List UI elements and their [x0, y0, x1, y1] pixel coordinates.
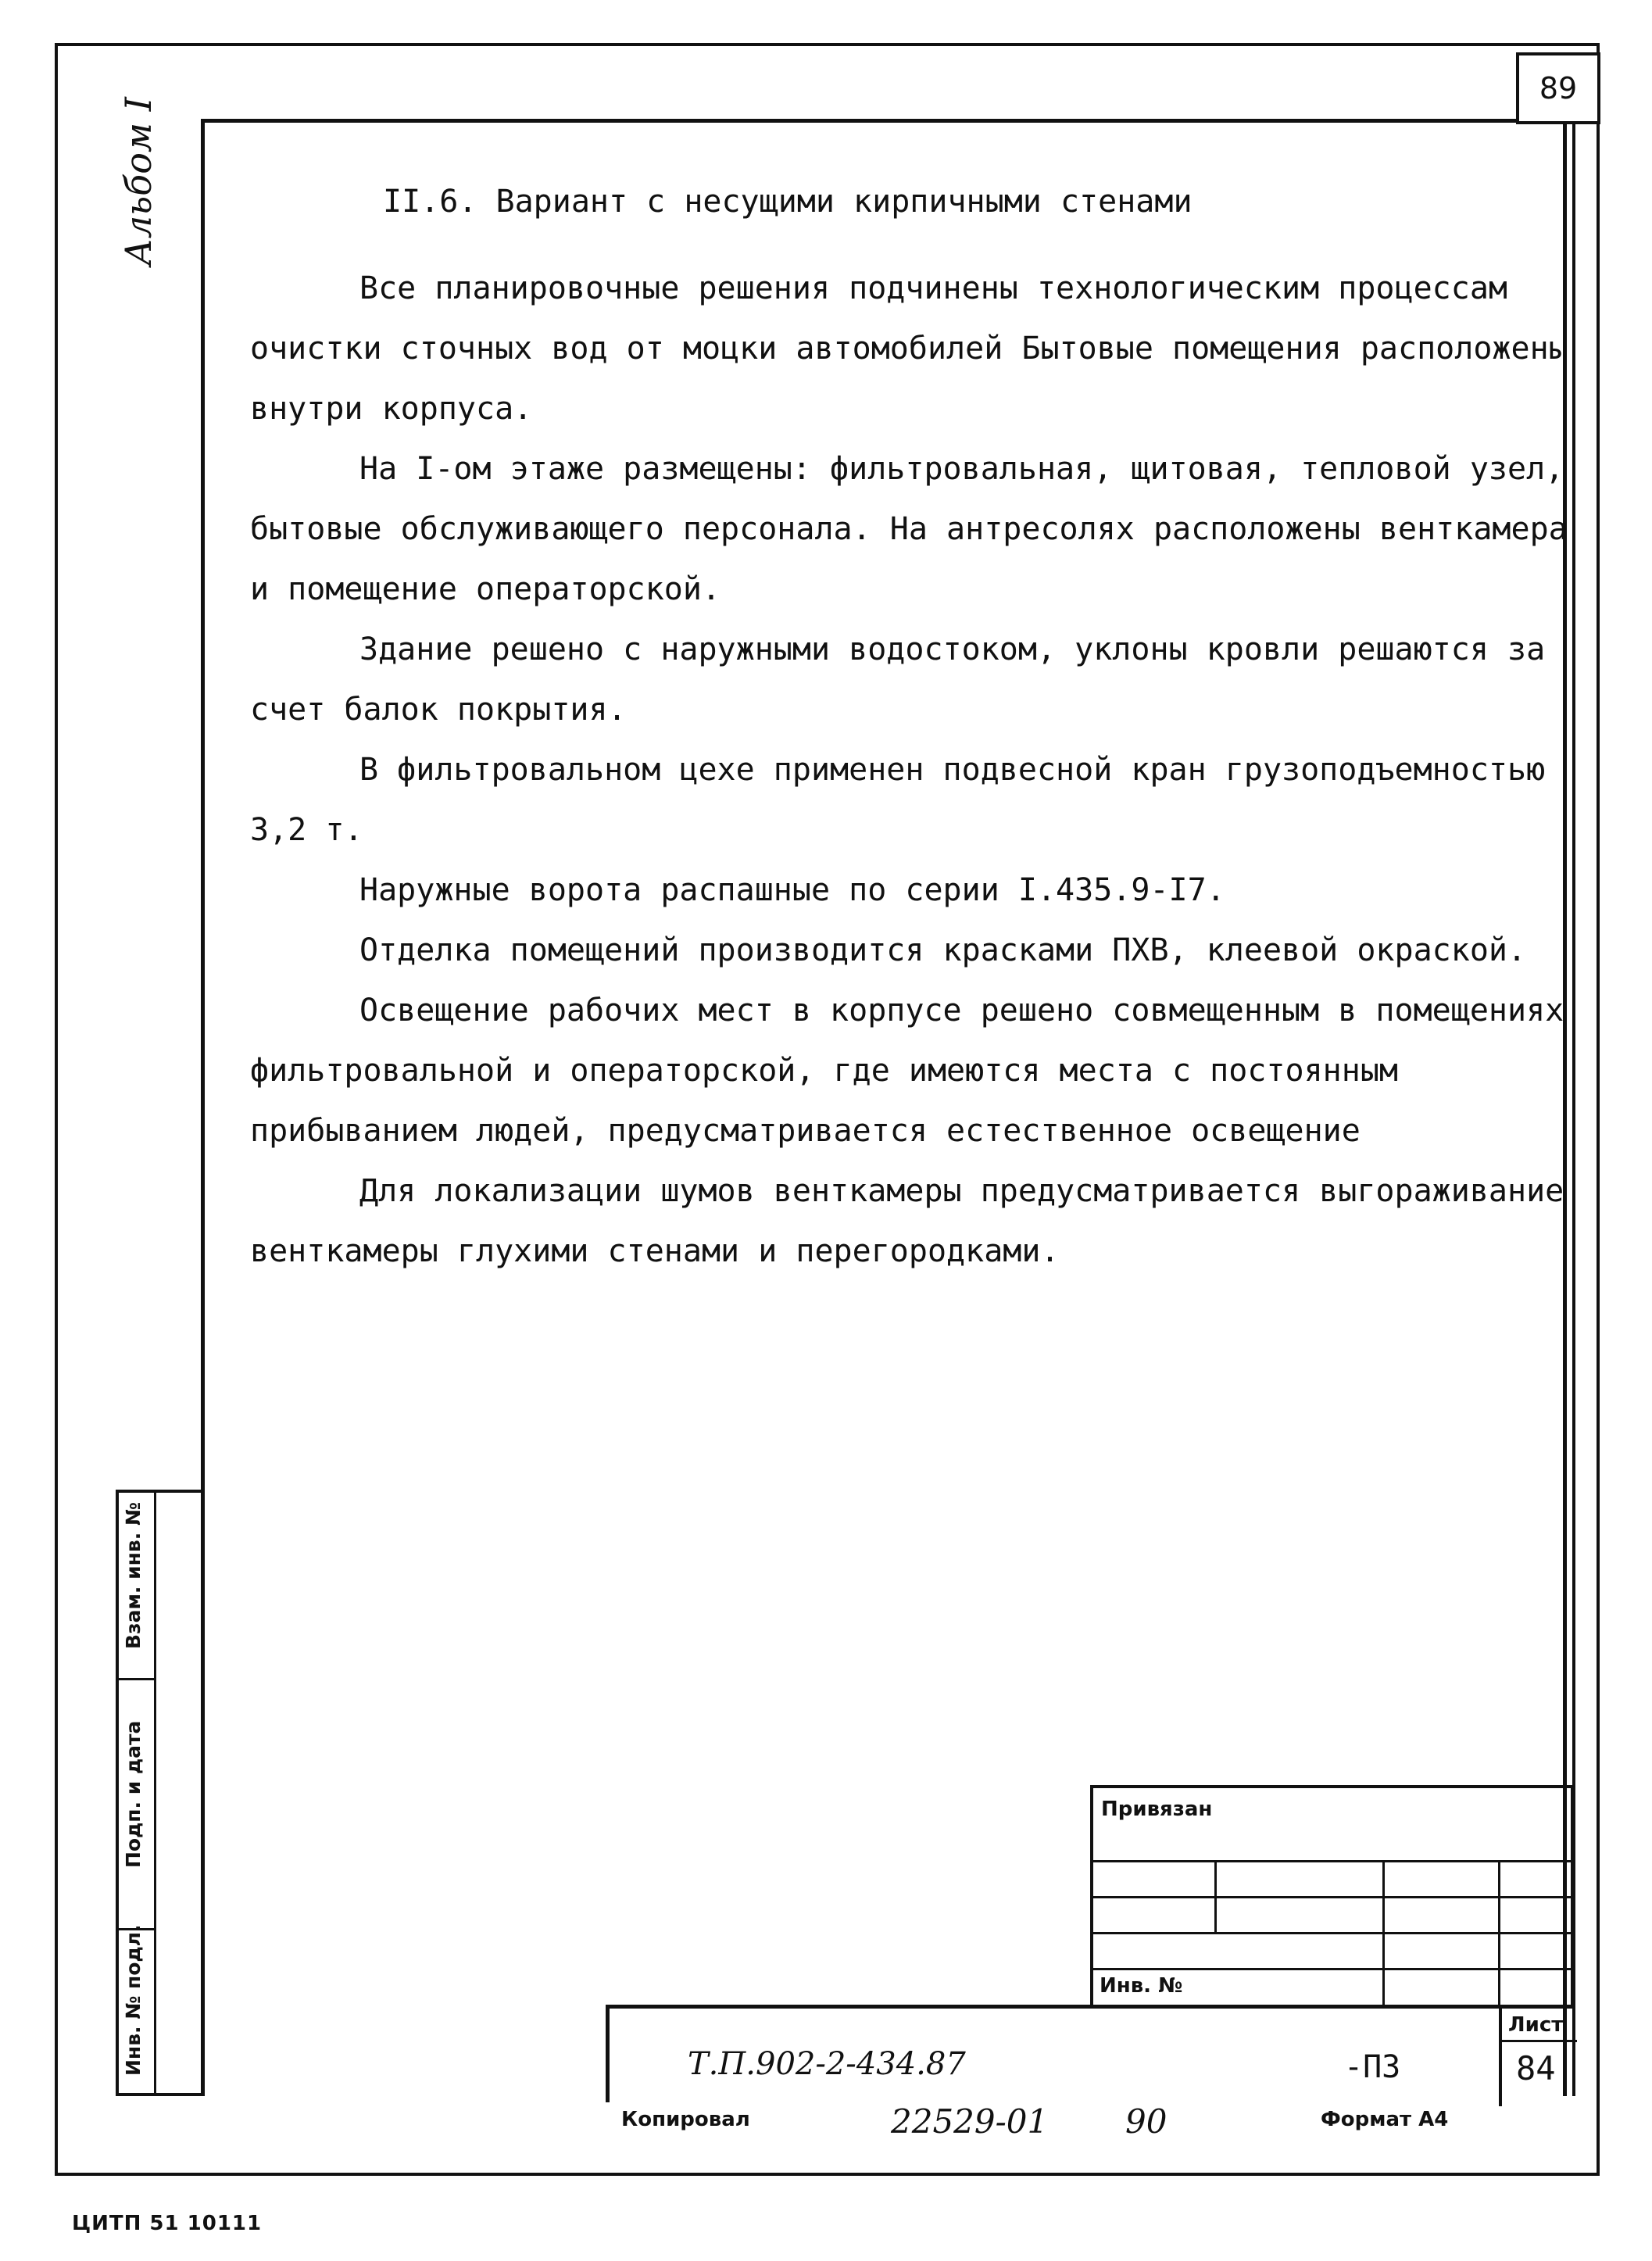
- side-label-original-inv: Инв. № подл.: [122, 1924, 145, 2076]
- side-label-replacement-inv: Взам. инв. №: [122, 1502, 145, 1649]
- section-heading: II.6. Вариант с несущими кирпичными стенами: [383, 184, 1193, 220]
- album-label: Альбом I: [117, 97, 159, 266]
- title-block-attached: [1090, 1785, 1574, 2009]
- side-cell-signature-date: [119, 1680, 156, 1930]
- paragraph: Наружные ворота распашные по серии I.435.9-I7.: [359, 872, 1225, 908]
- side-stamp: [116, 1490, 205, 2096]
- paragraph: Отделка помещений производится красками ПХВ, клеевой окраской.: [359, 932, 1527, 968]
- paragraph: Здание решено с наружными водостоком, уклоны кровли решаются за счет балок покрытия.: [250, 631, 1546, 728]
- paragraph: На I-ом этаже размещены: фильтровальная, щитовая, тепловой узел, бытовые обслуживающего персонала. На антресолях расположены венткамера и помещение операторской.: [250, 451, 1568, 607]
- document-body: [250, 172, 1571, 1282]
- footer-stamp: ЦИТП 51 10111: [72, 2212, 263, 2235]
- paragraph: В фильтровальном цехе применен подвесной кран грузоподъемностью 3,2 т.: [250, 752, 1546, 848]
- tb-col-line: [1499, 2009, 1502, 2106]
- order-suffix: 90: [1125, 2102, 1167, 2141]
- sheet-number: 89: [1539, 71, 1578, 106]
- tb-col-line: [1498, 1860, 1500, 2009]
- side-cell-replacement-inv: [119, 1493, 156, 1680]
- paragraph: Освещение рабочих мест в корпусе решено совмещенным в помещениях фильтровальной и операторской, где имеются места с постоянным прибыванием людей, предусматривается естественное освещение: [250, 993, 1564, 1149]
- tb-col-line: [1382, 1860, 1385, 2009]
- inv-label: Инв. №: [1100, 1974, 1183, 1998]
- doc-suffix: -ПЗ: [1344, 2049, 1401, 2085]
- side-cell-original-inv: [119, 1924, 156, 2093]
- tb-col-line: [1214, 1860, 1217, 1932]
- paragraph: Для локализации шумов венткамеры предусматривается выгораживание венткамеры глухими стенами и перегородками.: [250, 1173, 1564, 1269]
- format-label: Формат А4: [1321, 2108, 1449, 2131]
- tb-row-line: [1499, 2040, 1577, 2042]
- order-number: 22529-01: [891, 2102, 1049, 2141]
- tb-row-line: [1093, 1968, 1574, 1970]
- copied-label: Копировал: [621, 2108, 750, 2131]
- sheet-number-box: [1516, 52, 1600, 124]
- tb-row-line: [1093, 1932, 1574, 1934]
- doc-code: Т.П.902-2-434.87: [688, 2046, 966, 2082]
- attached-label: Привязан: [1101, 1798, 1213, 1821]
- sheet-label: Лист: [1508, 2013, 1564, 2037]
- paragraph: Все планировочные решения подчинены технологическим процессам очистки сточных вод от моцки автомобилей Бытовые помещения расположены внутри корпуса.: [250, 270, 1568, 427]
- side-label-signature-date: Подп. и дата: [122, 1720, 145, 1868]
- sheet-value: 84: [1516, 2049, 1556, 2087]
- tb-row-line: [1093, 1896, 1574, 1898]
- tb-row-line: [1093, 1860, 1574, 1862]
- title-block-main: [606, 2005, 1575, 2102]
